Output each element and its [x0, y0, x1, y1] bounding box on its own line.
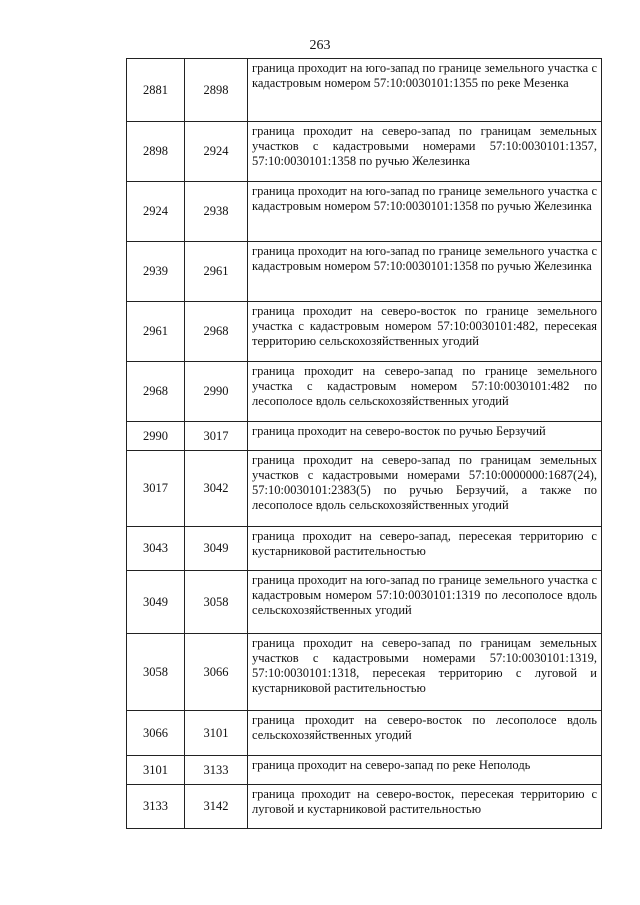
- table-row: [127, 182, 602, 242]
- table-row: [127, 634, 602, 711]
- table-row: [127, 302, 602, 362]
- from-point: 3133: [127, 785, 185, 829]
- page-number: 263: [309, 38, 331, 53]
- from-point: 3066: [127, 711, 185, 756]
- table-row: [127, 242, 602, 302]
- from-point: 2939: [127, 242, 185, 302]
- boundary-description: граница проходит на северо-восток по границе земельного участка с кадастровым номером 57:10:0030101:482, пересекая территорию сельскохозяйственных угодий: [248, 302, 602, 362]
- from-point: 3049: [127, 571, 185, 634]
- table-row: [127, 785, 602, 829]
- from-point: 2881: [127, 59, 185, 122]
- to-point: 2898: [185, 59, 248, 122]
- boundary-description: граница проходит на северо-запад, пересекая территорию с кустарниковой растительностью: [248, 527, 602, 571]
- to-point: 3142: [185, 785, 248, 829]
- boundary-description: граница проходит на северо-запад по границам земельных участков с кадастровыми номерами 57:10:0000000:1687(24), 57:10:0030101:2383(5) по ручью Берзучий, а также по лесополосе вдоль сельскохозяйственных угодий: [248, 451, 602, 527]
- table-row: [127, 451, 602, 527]
- to-point: 3049: [185, 527, 248, 571]
- boundary-description: граница проходит на северо-запад по границе земельного участка с кадастровым номером 57:10:0030101:482 по лесополосе вдоль сельскохозяйственных угодий: [248, 362, 602, 422]
- boundary-description: граница проходит на северо-восток, пересекая территорию с луговой и кустарниковой растительностью: [248, 785, 602, 829]
- boundary-description: граница проходит на северо-запад по реке Неполодь: [248, 756, 602, 785]
- boundary-description: граница проходит на юго-запад по границе земельного участка с кадастровым номером 57:10:0030101:1355 по реке Мезенка: [248, 59, 602, 122]
- boundary-description: граница проходит на северо-восток по лесополосе вдоль сельскохозяйственных угодий: [248, 711, 602, 756]
- from-point: 2968: [127, 362, 185, 422]
- from-point: 3101: [127, 756, 185, 785]
- to-point: 3017: [185, 422, 248, 451]
- table-row: [127, 711, 602, 756]
- table-row: [127, 362, 602, 422]
- table-row: [127, 571, 602, 634]
- from-point: 3043: [127, 527, 185, 571]
- from-point: 3017: [127, 451, 185, 527]
- to-point: 2924: [185, 122, 248, 182]
- boundary-table: [126, 58, 602, 829]
- to-point: 2968: [185, 302, 248, 362]
- boundary-description: граница проходит на северо-запад по границам земельных участков с кадастровыми номерами 57:10:0030101:1357, 57:10:0030101:1358 по ручью Железинка: [248, 122, 602, 182]
- from-point: 2898: [127, 122, 185, 182]
- from-point: 2924: [127, 182, 185, 242]
- to-point: 3042: [185, 451, 248, 527]
- to-point: 3101: [185, 711, 248, 756]
- boundary-description: граница проходит на юго-запад по границе земельного участка с кадастровым номером 57:10:0030101:1358 по ручью Железинка: [248, 242, 602, 302]
- boundary-description: граница проходит на северо-восток по ручью Берзучий: [248, 422, 602, 451]
- boundary-description: граница проходит на юго-запад по границе земельного участка с кадастровым номером 57:10:0030101:1319 по лесополосе вдоль сельскохозяйственных угодий: [248, 571, 602, 634]
- to-point: 2938: [185, 182, 248, 242]
- to-point: 3058: [185, 571, 248, 634]
- to-point: 3133: [185, 756, 248, 785]
- to-point: 2990: [185, 362, 248, 422]
- boundary-description: граница проходит на северо-запад по границам земельных участков с кадастровыми номерами 57:10:0030101:1319, 57:10:0030101:1318, пересекая территорию с луговой и кустарниковой растительностью: [248, 634, 602, 711]
- from-point: 2990: [127, 422, 185, 451]
- from-point: 2961: [127, 302, 185, 362]
- table-row: [127, 59, 602, 122]
- table-row: [127, 527, 602, 571]
- boundary-description: граница проходит на юго-запад по границе земельного участка с кадастровым номером 57:10:0030101:1358 по ручью Железинка: [248, 182, 602, 242]
- from-point: 3058: [127, 634, 185, 711]
- table-row: [127, 422, 602, 451]
- table-row: [127, 756, 602, 785]
- to-point: 3066: [185, 634, 248, 711]
- table-row: [127, 122, 602, 182]
- to-point: 2961: [185, 242, 248, 302]
